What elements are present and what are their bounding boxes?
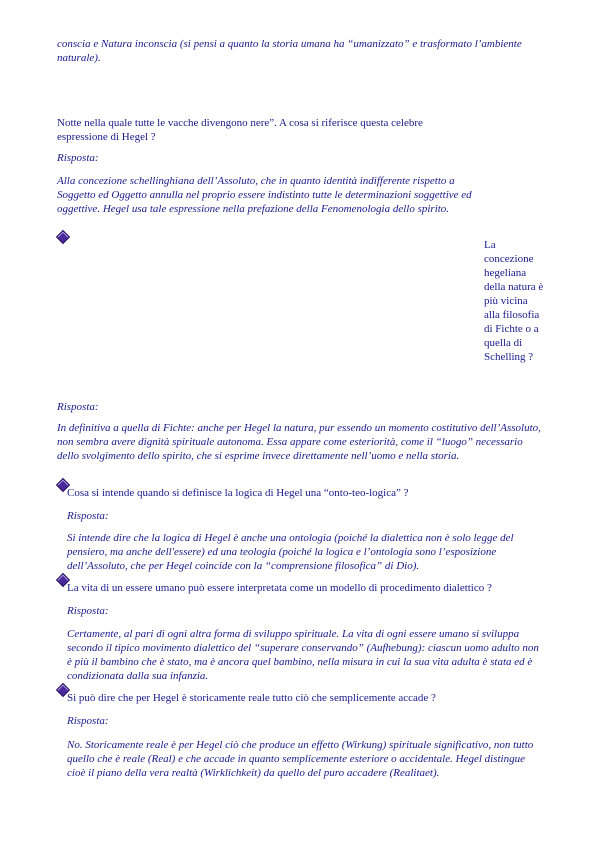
answer-label-2: Risposta: [57, 401, 99, 413]
question-3: Cosa si intende quando si definisce la logica di Hegel una “onto-teo-logica” ? [67, 487, 409, 499]
answer-label-3: Risposta: [67, 510, 109, 522]
answer-label-1: Risposta: [57, 152, 99, 164]
question-5: Si può dire che per Hegel è storicamente reale tutto ciò che semplicemente accade ? [67, 692, 436, 704]
answer-label-4: Risposta: [67, 605, 109, 617]
answer-label-5: Risposta: [67, 715, 109, 727]
answer-1: Alla concezione schellinghiana dell’Assoluto, che in quanto identità indifferente rispetto a Soggetto ed Oggetto annulla nel proprio essere indistinto tutte le determinazioni soggettive ed oggettive. Hegel usa tale espressione nella prefazione della Fenomenologia dello spirito. [57, 175, 472, 215]
answer-2: In definitiva a quella di Fichte: anche per Hegel la natura, pur essendo un momento costitutivo dell’Assoluto, non sembra avere dignità spirituale autonoma. Essa appare come esteriorità, come il “luogo” necessario dello svolgimento dello spirito, che si esprime invece direttamente nell’uomo e nella storia. [57, 422, 541, 462]
answer-4: Certamente, al pari di ogni altra forma di sviluppo spirituale. La vita di ogni essere umano si sviluppa secondo il tipico movimento dialettico del “superare conservando” (Aufhebung): ciascun uomo adulto non è più il bambino che è stato, ma è ancora quel bambino, nella misura in cui la sua vita adulta è stata ed è condizionata dalla sua infanzia. [67, 628, 539, 682]
question-1: Notte nella quale tutte le vacche divengono nere”. A cosa si riferisce questa celebre espressione di Hegel ? [57, 117, 423, 143]
question-2: La concezione hegeliana della natura è più vicina alla filosofia di Fichte o a quella di Schelling ? [484, 239, 544, 363]
intro-tail: conscia e Natura inconscia (si pensi a quanto la storia umana ha “umanizzato” e trasformato l’ambiente naturale). [57, 38, 522, 64]
bullet-diamond-icon [56, 230, 70, 244]
answer-3: Si intende dire che la logica di Hegel è anche una ontologia (poiché la dialettica non è solo legge del pensiero, ma anche dell'essere) ed una teologia (poiché la logica e l’ontologia sono l’esposizione dell’Assoluto, che per Hegel coincide con la “comprensione filosofica” di Dio). [67, 532, 514, 572]
answer-5: No. Storicamente reale è per Hegel ciò che produce un effetto (Wirkung) spirituale significativo, non tutto quello che è reale (Real) e che accade in quanto semplicemente esteriore o accidentale. Hegel distingue cioè il piano della vera realtà (Wirklichkeit) da quello del puro accadere (Realitaet). [67, 739, 534, 779]
question-4: La vita di un essere umano può essere interpretata come un modello di procedimento dialettico ? [67, 582, 492, 594]
